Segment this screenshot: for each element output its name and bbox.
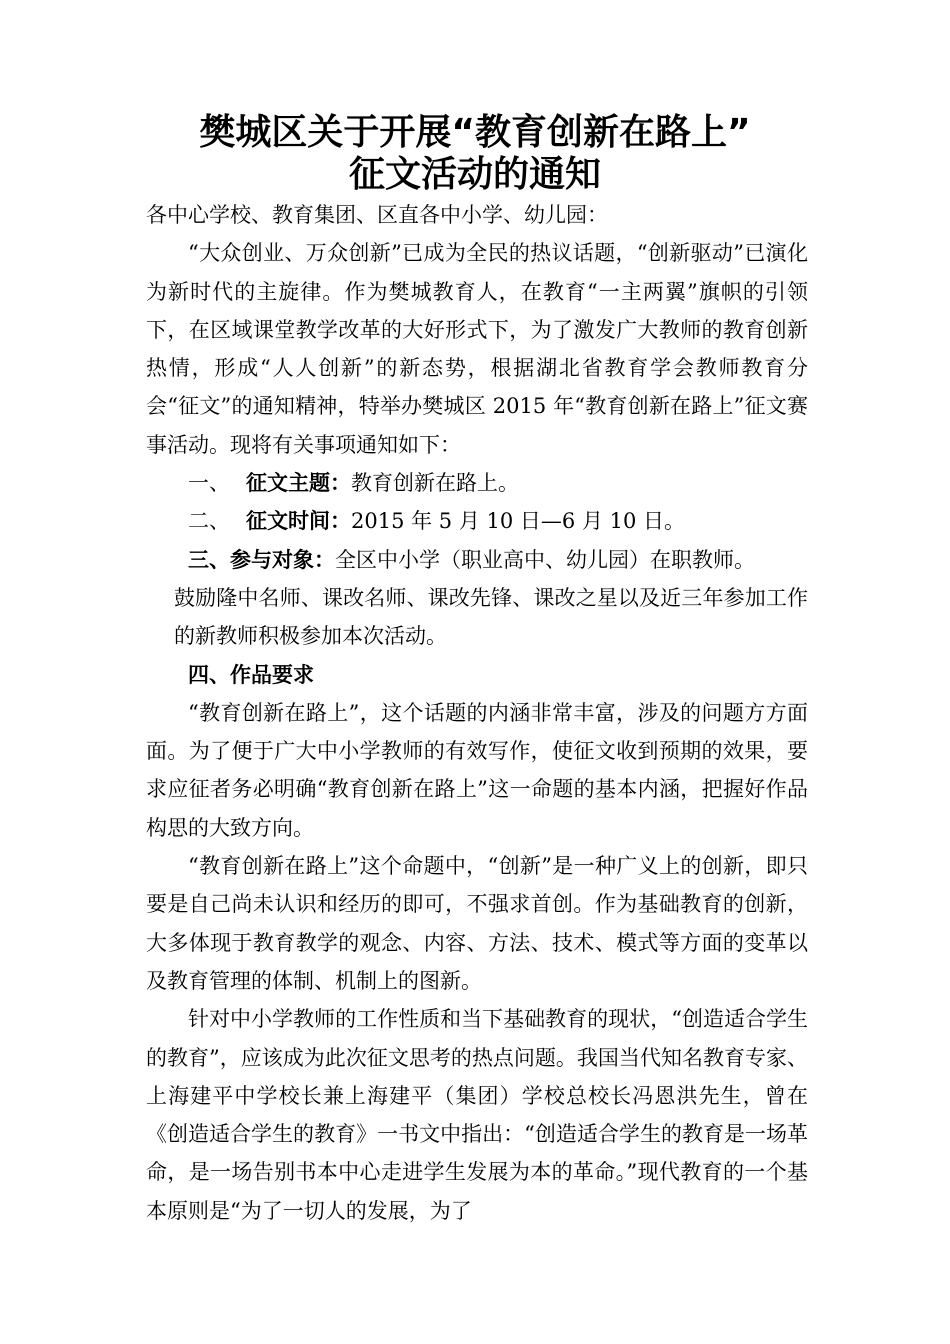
item-theme-text: 教育创新在路上。 — [351, 471, 519, 496]
item-time-number: 二、 — [188, 509, 230, 534]
item-theme-label: 征文主题： — [246, 471, 351, 496]
item-participants-text: 全区中小学（职业高中、幼儿园）在职教师。 — [335, 547, 755, 572]
salutation: 各中心学校、教育集团、区直各中小学、幼儿园： — [146, 203, 608, 227]
requirements-paragraph-1: “教育创新在路上”，这个话题的内涵非常丰富，涉及的问题方方面面。为了便于广大中小学教师的有效写作，使征文收到预期的效果，要求应征者务必明确“教育创新在路上”这一命题的基本内涵，把握好作品构思的大致方向。 — [146, 700, 808, 840]
document-title-line1: 樊城区关于开展“教育创新在路上” — [199, 112, 751, 153]
section-requirements-title-text: 四、作品要求 — [188, 662, 314, 687]
document-title-line2: 征文活动的通知 — [348, 154, 601, 195]
item-time-label: 征文时间： — [246, 509, 351, 534]
item-participants-label: 三、参与对象： — [188, 547, 335, 572]
requirements-paragraph-3: 针对中小学教师的工作性质和当下基础教育的现状，“创造适合学生的教育”，应该成为此次征文思考的热点问题。我国当代知名教育专家、上海建平中学校长兼上海建平（集团）学校总校长冯恩洪先生，曾在《创造适合学生的教育》一书文中指出：“创造适合学生的教育是一场革命，是一场告别书本中心走进学生发展为本的革命。”现代教育的一个基本原则是“为了一切人的发展，为了 — [146, 1007, 808, 1223]
item-theme — [146, 464, 808, 502]
document-body — [146, 196, 808, 1230]
item-time-text: 2015 年 5 月 10 日—6 月 10 日。 — [351, 509, 686, 534]
requirements-paragraph-2: “教育创新在路上”这个命题中，“创新”是一种广义上的创新，即只要是自己尚未认识和经历的即可，不强求首创。作为基础教育的创新，大多体现于教育教学的观念、内容、方法、技术、模式等方面的变革以及教育管理的体制、机制上的图新。 — [146, 854, 808, 993]
item-theme-number: 一、 — [188, 471, 230, 496]
item-participants-detail: 鼓励隆中名师、课改名师、课改先锋、课改之星以及近三年参加工作的新教师积极参加本次活动。 — [174, 585, 808, 649]
item-participants — [146, 541, 808, 579]
section-requirements-title — [146, 656, 808, 694]
intro-paragraph: “大众创业、万众创新”已成为全民的热议话题，“创新驱动”已演化为新时代的主旋律。作为樊城教育人，在教育“一主两翼”旗帜的引领下，在区域课堂教学改革的大好形式下，为了激发广大教师的教育创新热情，形成“人人创新”的新态势，根据湖北省教育学会教师教育分会“征文”的通知精神，特举办樊城区 2015 年“教育创新在路上”征文赛事活动。现将有关事项通知如下： — [146, 241, 808, 457]
item-time — [146, 502, 808, 540]
